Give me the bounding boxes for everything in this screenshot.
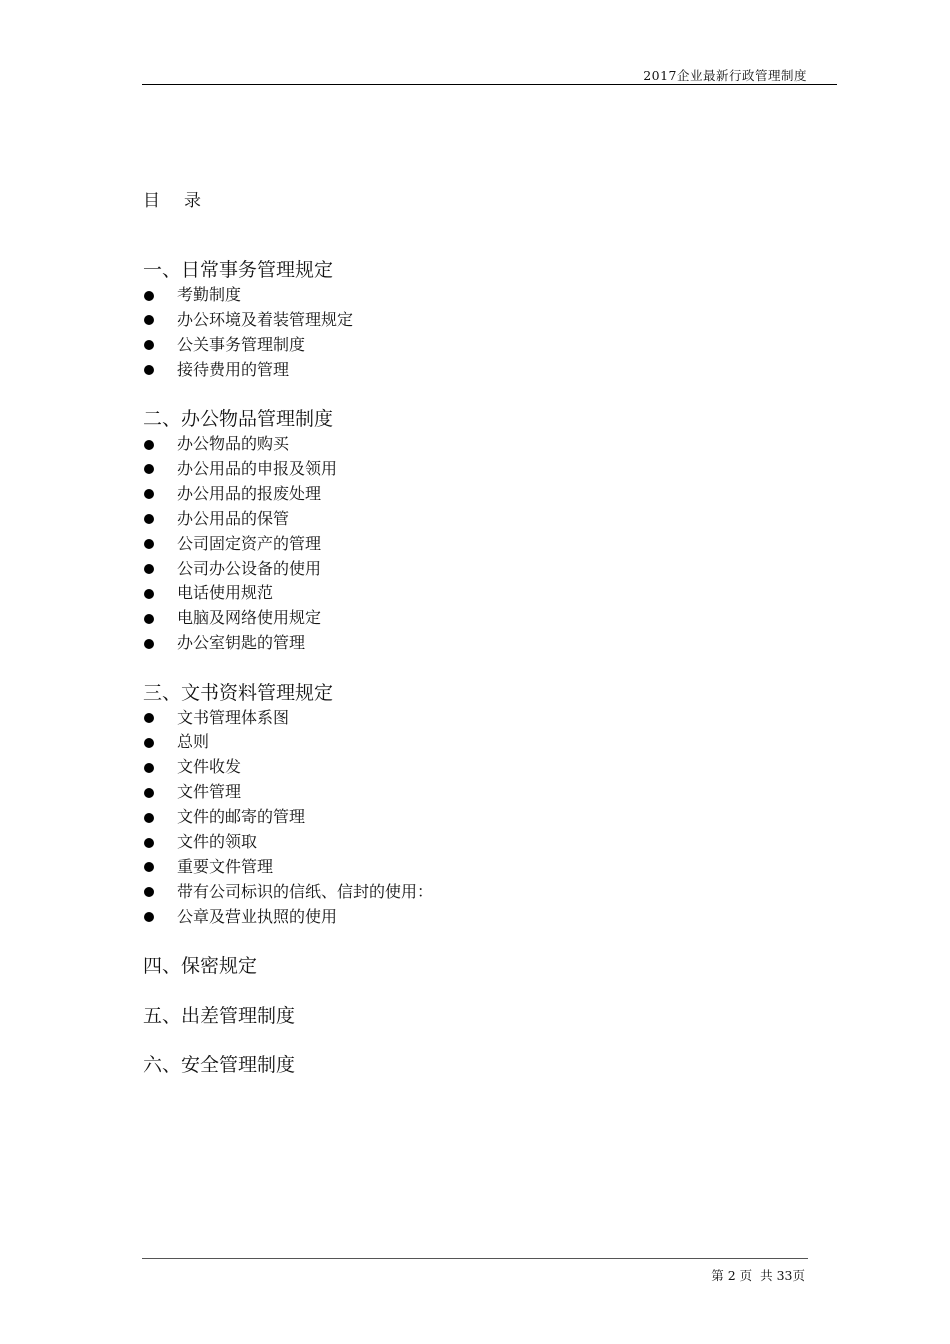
toc-section [143,953,743,979]
toc-list-item [143,457,743,482]
page-footer [711,1266,805,1284]
bullet-icon [144,464,154,474]
toc-item-label: 办公环境及着装管理规定 [177,309,354,329]
bullet-icon [144,763,154,773]
toc-section [143,680,743,930]
toc-item-label: 带有公司标识的信纸、信封的使用： [177,881,434,901]
toc-item-label: 重要文件管理 [177,856,274,876]
toc-item-label: 公司办公设备的使用 [177,558,322,578]
toc-section-heading: 二、办公物品管理制度 [143,408,334,431]
toc-item-label: 公章及营业执照的使用 [177,906,338,926]
toc-item-label: 接待费用的管理 [177,359,290,379]
toc-item-label: 文件收发 [177,757,242,777]
footer-suffix: 页 [792,1268,805,1283]
bullet-icon [144,788,154,798]
toc-list-item [143,532,743,557]
toc-item-label: 公司固定资产的管理 [177,533,322,553]
bullet-icon [144,440,154,450]
toc-item-label: 文书管理体系图 [177,707,290,727]
toc-item-list [143,283,743,383]
bullet-icon [144,614,154,624]
toc-section-heading: 六、安全管理制度 [143,1054,296,1077]
bullet-icon [144,887,154,897]
toc-item-label: 文件的领取 [177,832,258,852]
toc-list-item [143,432,743,457]
current-page-number: 2 [727,1268,736,1283]
total-pages-number: 33 [776,1268,793,1283]
bullet-icon [144,489,154,499]
toc-section-heading: 一、日常事务管理规定 [143,259,334,281]
footer-divider [142,1258,808,1259]
bullet-icon [144,738,154,748]
toc-item-label: 办公用品的申报及领用 [177,458,338,478]
toc-item-label: 电脑及网络使用规定 [177,608,322,628]
bullet-icon [144,912,154,922]
toc-item-list [143,432,743,656]
bullet-icon [144,862,154,872]
toc-item-list [143,706,743,930]
footer-middle: 页 共 [739,1268,773,1283]
bullet-icon [144,813,154,823]
toc-list-item [143,706,743,731]
toc-section-heading: 四、保密规定 [143,955,258,978]
header-divider [142,84,837,85]
toc-list-item [143,780,743,805]
bullet-icon [144,589,154,599]
bullet-icon [144,639,154,649]
toc-section [143,1052,743,1078]
toc-list-item [143,507,743,532]
toc-list-item [143,333,743,358]
toc-list-item [143,358,743,383]
bullet-icon [144,539,154,549]
toc-list-item [143,308,743,333]
footer-prefix: 第 [711,1268,724,1283]
toc-item-label: 办公室钥匙的管理 [177,633,306,653]
toc-section [143,406,743,656]
toc-section-heading: 五、出差管理制度 [143,1004,296,1027]
page-header-title: 2017企业最新行政管理制度 [643,68,807,83]
bullet-icon [144,564,154,574]
toc-item-label: 办公物品的购买 [177,434,290,454]
toc-title-char-1: 目 [143,191,160,211]
toc-list-item [143,631,743,656]
toc-list-item [143,482,743,507]
toc-list-item [143,755,743,780]
toc-item-label: 文件管理 [177,782,242,802]
toc-list-item [143,557,743,582]
toc-title [143,186,201,211]
toc-section [143,257,743,383]
bullet-icon [144,340,154,350]
toc-section [143,1003,743,1029]
toc-item-label: 总则 [177,732,210,752]
table-of-contents [143,257,743,1102]
toc-title-char-2: 录 [184,191,201,211]
bullet-icon [144,365,154,375]
toc-list-item [143,805,743,830]
toc-list-item [143,730,743,755]
toc-item-label: 文件的邮寄的管理 [177,807,306,827]
toc-list-item [143,880,743,905]
toc-section-heading: 三、文书资料管理规定 [143,681,334,704]
toc-item-label: 公关事务管理制度 [177,334,306,354]
toc-list-item [143,905,743,930]
bullet-icon [144,713,154,723]
toc-list-item [143,581,743,606]
bullet-icon [144,514,154,524]
toc-list-item [143,283,743,308]
toc-item-label: 办公用品的保管 [177,508,290,528]
toc-list-item [143,830,743,855]
bullet-icon [144,838,154,848]
toc-list-item [143,606,743,631]
bullet-icon [144,315,154,325]
toc-item-label: 电话使用规范 [177,583,274,603]
toc-item-label: 办公用品的报废处理 [177,483,322,503]
toc-list-item [143,855,743,880]
bullet-icon [144,291,154,301]
toc-item-label: 考勤制度 [177,285,242,304]
